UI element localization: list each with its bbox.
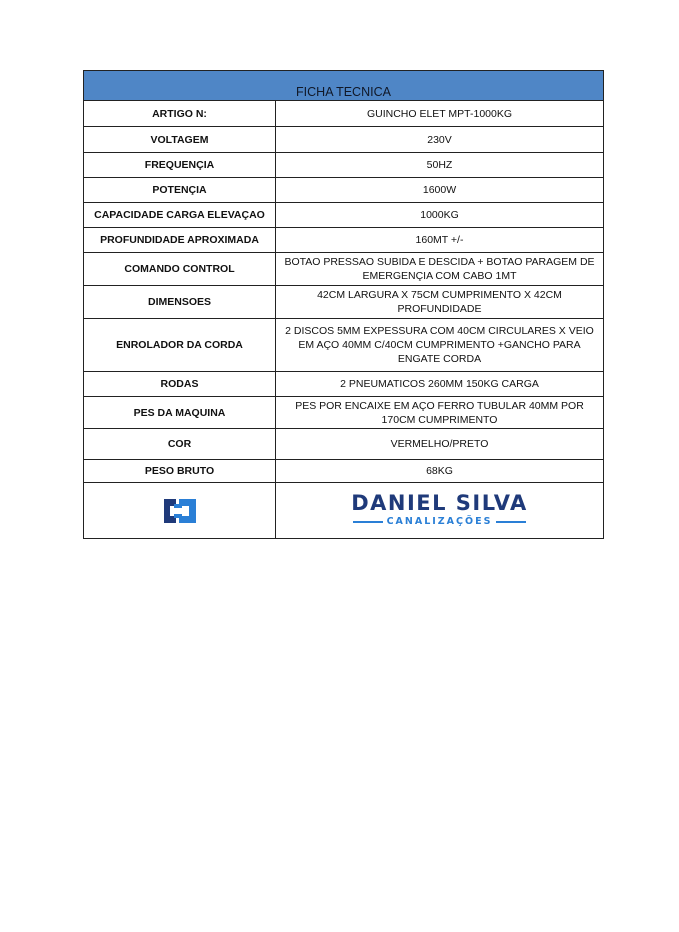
spec-value: 2 DISCOS 5MM EXPESSURA COM 40CM CIRCULARES X VEIO EM AÇO 40MM C/40CM CUMPRIMENTO +GANCHO PARA ENGATE CORDA bbox=[285, 325, 594, 365]
spec-label: CAPACIDADE CARGA ELEVAÇAO bbox=[84, 203, 276, 227]
spec-value: 42CM LARGURA X 75CM CUMPRIMENTO X 42CM PROFUNDIDADE bbox=[317, 289, 562, 315]
monogram-cell bbox=[84, 483, 276, 538]
spec-value: GUINCHO ELET MPT-1000KG bbox=[366, 107, 513, 120]
spec-label: POTENÇIA bbox=[84, 178, 276, 202]
spec-row bbox=[84, 178, 603, 203]
spec-row bbox=[84, 429, 603, 460]
spec-row bbox=[84, 286, 603, 319]
spec-row bbox=[84, 253, 603, 286]
brand-name: DANIEL SILVA bbox=[351, 491, 528, 515]
spec-label: COR bbox=[84, 429, 276, 459]
spec-value: 50HZ bbox=[426, 159, 453, 171]
spec-label: COMANDO CONTROL bbox=[84, 253, 276, 285]
spec-row bbox=[84, 153, 603, 178]
spec-value: PES POR ENCAIXE EM AÇO FERRO TUBULAR 40MM POR 170CM CUMPRIMENTO bbox=[295, 399, 584, 426]
spec-row bbox=[84, 127, 603, 153]
spec-label: PESO BRUTO bbox=[84, 460, 276, 482]
spec-value: 1600W bbox=[422, 184, 457, 196]
spec-row bbox=[84, 372, 603, 397]
spec-label: RODAS bbox=[84, 372, 276, 396]
brand-subtitle: CANALIZAÇÕES bbox=[386, 516, 493, 527]
brand-rule-right bbox=[496, 521, 526, 523]
spec-row bbox=[84, 397, 603, 429]
brand-cell bbox=[276, 483, 603, 538]
spec-value: 1000KG bbox=[420, 209, 459, 221]
spec-label: VOLTAGEM bbox=[84, 127, 276, 152]
spec-value: 230V bbox=[427, 133, 452, 146]
spec-row bbox=[84, 203, 603, 228]
spec-label: ENROLADOR DA CORDA bbox=[84, 319, 276, 371]
brand-rule-left bbox=[353, 521, 383, 523]
spec-label: DIMENSOES bbox=[84, 286, 276, 318]
spec-value: 160MT +/- bbox=[415, 234, 464, 246]
spec-row bbox=[84, 101, 603, 127]
spec-row bbox=[84, 319, 603, 372]
spec-label: ARTIGO N: bbox=[84, 101, 276, 126]
brand-logo bbox=[351, 492, 528, 529]
spec-value: VERMELHO/PRETO bbox=[390, 438, 489, 450]
spec-sheet bbox=[83, 70, 604, 539]
spec-label: PROFUNDIDADE APROXIMADA bbox=[84, 228, 276, 252]
spec-label: FREQUENÇIA bbox=[84, 153, 276, 177]
spec-value: 68KG bbox=[426, 465, 453, 477]
spec-row bbox=[84, 460, 603, 483]
spec-label: PES DA MAQUINA bbox=[84, 397, 276, 428]
dc-monogram-icon bbox=[163, 498, 197, 524]
sheet-title: FICHA TECNICA bbox=[84, 71, 603, 101]
spec-value: 2 PNEUMATICOS 260MM 150KG CARGA bbox=[340, 378, 539, 390]
brand-subtitle-row bbox=[353, 515, 527, 529]
spec-value: BOTAO PRESSAO SUBIDA E DESCIDA + BOTAO PARAGEM DE EMERGENÇIA COM CABO 1MT bbox=[284, 256, 595, 282]
logo-row bbox=[84, 483, 603, 538]
spec-row bbox=[84, 228, 603, 253]
